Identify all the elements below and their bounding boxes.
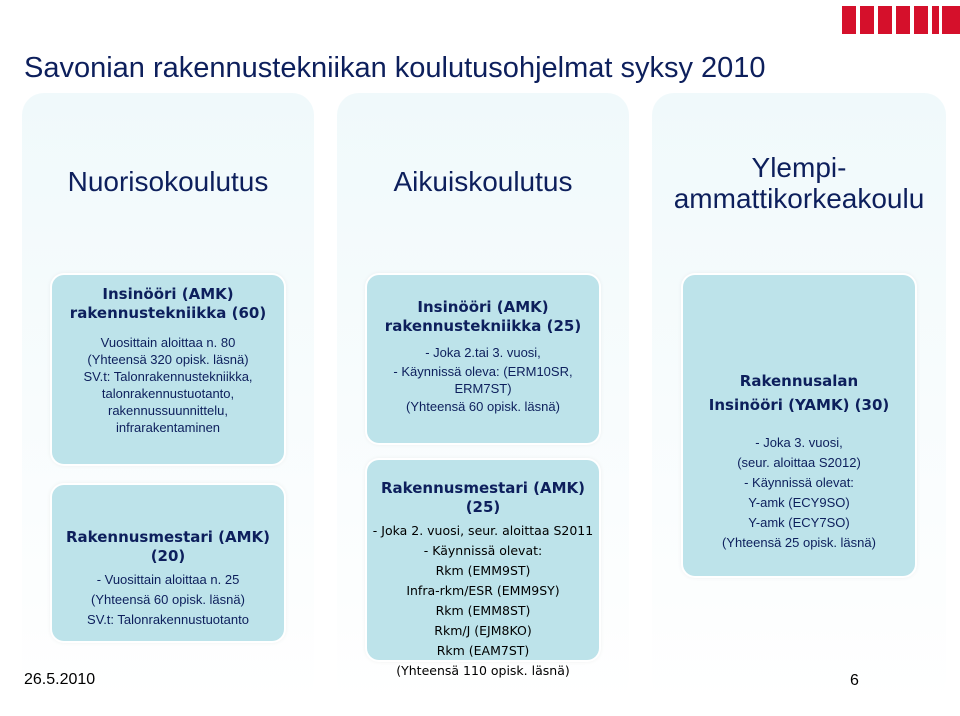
box-heading-line: Rakennusalan: [739, 372, 859, 390]
box-heading-line: Insinööri (YAMK) (30): [708, 396, 890, 414]
box-rakennusmestari-nuoriso: [52, 485, 284, 641]
box-heading-line: Rakennusmestari (AMK): [380, 479, 586, 497]
box-line: infrarakentaminen: [115, 420, 221, 435]
box-heading-line: (20): [150, 547, 186, 565]
box-line: Rkm (EMM9ST): [435, 563, 531, 578]
savonia-logo: [842, 4, 960, 36]
column-heading-line: Ylempi-: [751, 152, 847, 183]
column-heading: Nuorisokoulutus: [67, 166, 269, 197]
box-heading-line: Insinööri (AMK): [102, 285, 234, 303]
box-line: (seur. aloittaa S2012): [737, 455, 861, 470]
box-line: - Käynnissä oleva: (ERM10SR,: [393, 364, 573, 379]
box-rakennusmestari-aikuis: [367, 460, 599, 678]
box-heading-line: (25): [465, 498, 501, 516]
column-heading: Aikuiskoulutus: [393, 166, 573, 197]
box-line: SV.t: Talonrakennustekniikka,: [83, 369, 253, 384]
box-line: Infra-rkm/ESR (EMM9SY): [406, 583, 560, 598]
box-line: Rkm/J (EJM8KO): [434, 623, 532, 638]
box-line: - Käynnissä olevat:: [423, 543, 543, 558]
box-insinoori-rakennustekniikka: [52, 275, 284, 464]
box-line: SV.t: Talonrakennustuotanto: [87, 612, 249, 627]
box-line: Vuosittain aloittaa n. 80: [100, 335, 236, 350]
box-rakennusalan-yamk: [683, 275, 915, 576]
box-line: Y-amk (ECY9SO): [748, 495, 850, 510]
box-heading-line: Rakennusmestari (AMK): [65, 528, 271, 546]
box-line: - Joka 3. vuosi,: [755, 435, 843, 450]
box-heading-line: Insinööri (AMK): [417, 298, 549, 316]
box-line: (Yhteensä 60 opisk. läsnä): [91, 592, 245, 607]
box-line: (Yhteensä 25 opisk. läsnä): [722, 535, 876, 550]
box-line: - Vuosittain aloittaa n. 25: [96, 572, 240, 587]
column-heading-line: ammattikorkeakoulu: [673, 183, 925, 214]
box-line: Rkm (EAM7ST): [436, 643, 530, 658]
box-line: Y-amk (ECY7SO): [748, 515, 850, 530]
box-line: (Yhteensä 110 opisk. läsnä): [396, 663, 570, 678]
box-line: rakennussuunnittelu,: [108, 403, 228, 418]
box-insinoori-aikuis: [367, 275, 599, 443]
box-line: - Joka 2.tai 3. vuosi,: [425, 345, 541, 360]
box-line: - Käynnissä olevat:: [744, 475, 854, 490]
box-line: talonrakennustuotanto,: [101, 386, 235, 401]
box-line: (Yhteensä 320 opisk. läsnä): [87, 352, 249, 367]
box-line: - Joka 2. vuosi, seur. aloittaa S2011: [372, 523, 594, 538]
box-line: Rkm (EMM8ST): [435, 603, 531, 618]
box-line: ERM7ST): [454, 381, 512, 396]
slide-title: Savonian rakennustekniikan koulutusohjelmat syksy 2010: [24, 52, 766, 84]
footer-date: 26.5.2010: [24, 671, 96, 688]
page-number: 6: [850, 672, 859, 689]
box-heading-line: rakennustekniikka (60): [69, 304, 267, 322]
box-line: (Yhteensä 60 opisk. läsnä): [406, 399, 560, 414]
box-heading-line: rakennustekniikka (25): [384, 317, 582, 335]
